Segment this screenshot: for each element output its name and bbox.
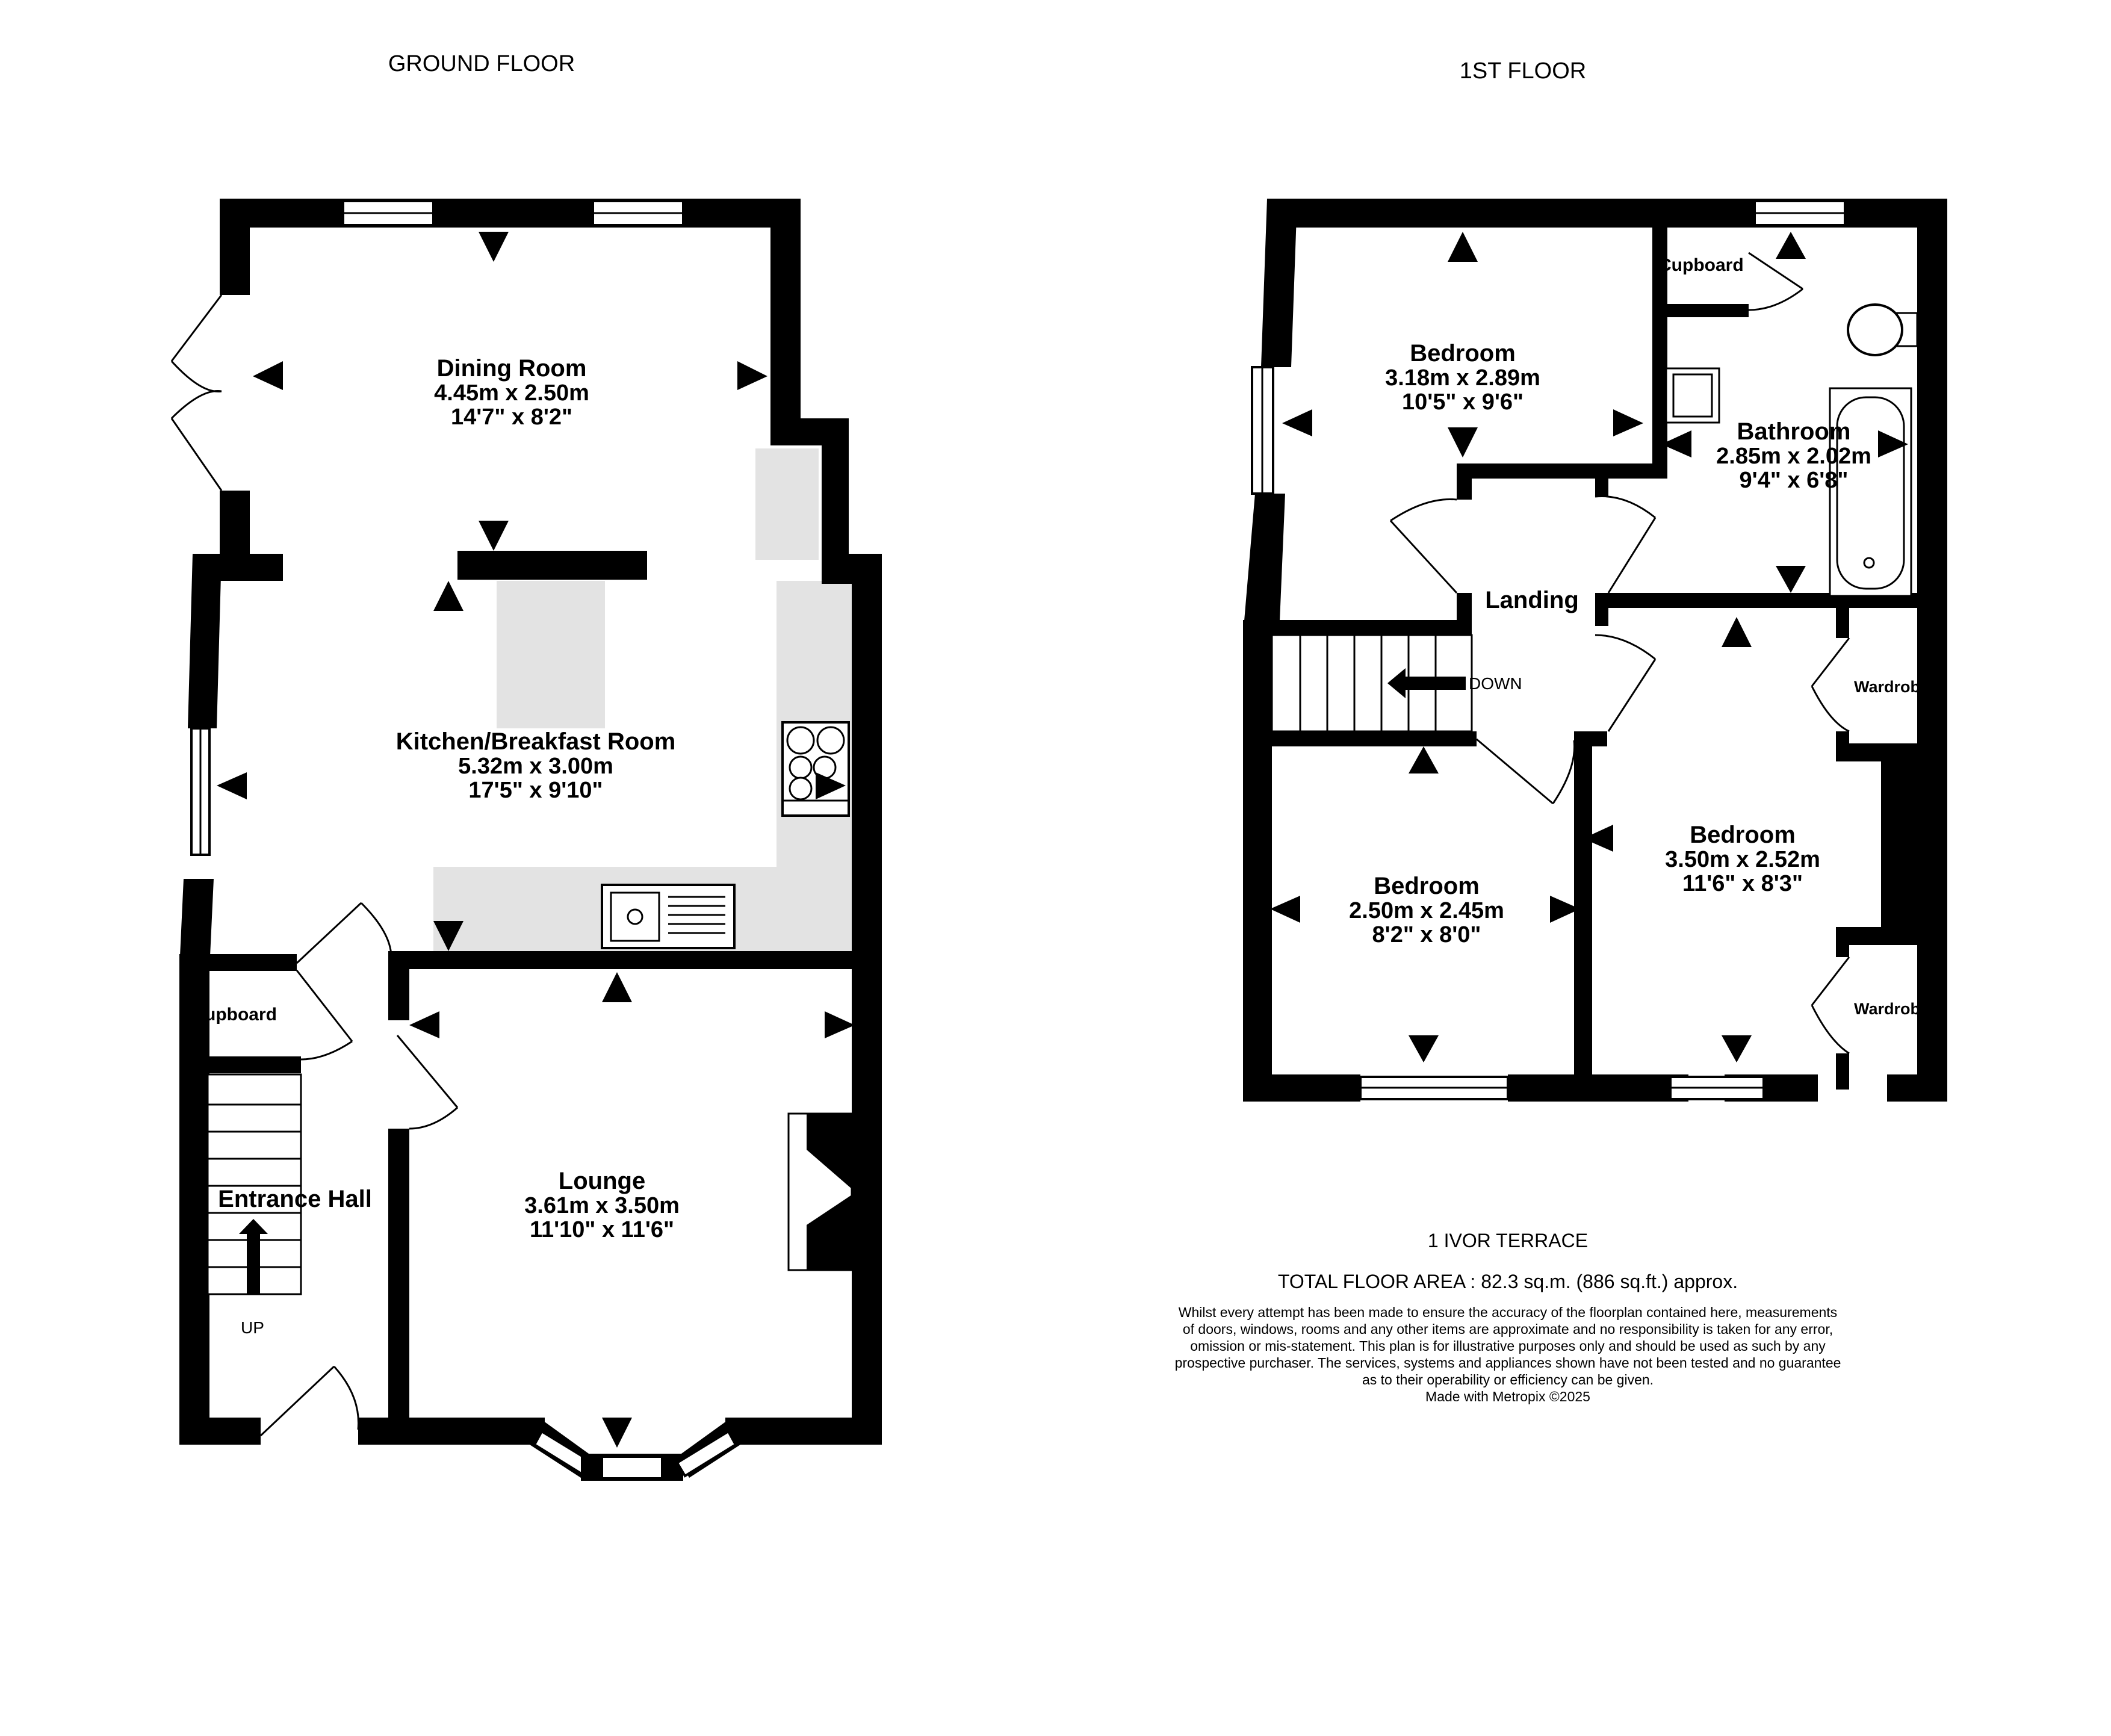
bedroom1-name: Bedroom — [1410, 340, 1516, 367]
landing-name: Landing — [1485, 587, 1579, 613]
disclaimer-line-4: prospective purchaser. The services, systems and appliances shown have not been tested and no guarantee — [1174, 1355, 1841, 1371]
bedroom2-metric: 2.50m x 2.45m — [1349, 898, 1504, 923]
kitchen-island-top — [497, 581, 605, 704]
wardrobe1-name: Wardrob — [1854, 678, 1920, 696]
metropix-credit: Made with Metropix ©2025 — [1425, 1389, 1590, 1404]
kitchen-imperial: 17'5" x 9'10" — [468, 778, 603, 803]
disclaimer-line-3: omission or mis-statement. This plan is for illustrative purposes only and should be used as such by any — [1190, 1338, 1826, 1354]
bedroom3-name: Bedroom — [1690, 822, 1796, 848]
dining-room-name: Dining Room — [436, 355, 587, 382]
kitchen-name: Kitchen/Breakfast Room — [395, 728, 676, 755]
first-cupboard-name: Cupboard — [1658, 255, 1744, 275]
kitchen-metric: 5.32m x 3.00m — [458, 754, 613, 779]
ground-floor-heading: GROUND FLOOR — [388, 51, 575, 76]
bedroom2-name: Bedroom — [1374, 873, 1480, 899]
property-info — [1175, 1230, 1841, 1404]
bathroom-metric: 2.85m x 2.02m — [1716, 444, 1871, 469]
bedroom3-imperial: 11'6" x 8'3" — [1682, 871, 1803, 896]
first-floor-heading: 1ST FLOOR — [1459, 58, 1587, 84]
bathroom-imperial: 9'4" x 6'8" — [1739, 468, 1849, 493]
bathroom-name: Bathroom — [1737, 418, 1851, 445]
address-label: 1 IVOR TERRACE — [1427, 1230, 1589, 1251]
lounge-name: Lounge — [558, 1168, 646, 1194]
disclaimer-line-1: Whilst every attempt has been made to ensure the accuracy of the floorplan contained here, measurements — [1178, 1304, 1838, 1320]
total-area-label: TOTAL FLOOR AREA : 82.3 sq.m. (886 sq.ft.) approx. — [1277, 1271, 1738, 1292]
ground-floor-plan — [172, 199, 882, 1481]
bedroom1-imperial: 10'5" x 9'6" — [1401, 389, 1524, 415]
bedroom3-metric: 3.50m x 2.52m — [1665, 847, 1820, 872]
bedroom2-imperial: 8'2" x 8'0" — [1372, 922, 1481, 947]
wardrobe2-name: Wardrob — [1854, 1000, 1920, 1018]
disclaimer-line-2: of doors, windows, rooms and any other items are approximate and no responsibility is taken for any error, — [1182, 1321, 1834, 1337]
bedroom1-metric: 3.18m x 2.89m — [1385, 365, 1540, 391]
lounge-imperial: 11'10" x 11'6" — [529, 1217, 675, 1242]
kitchen-island-base — [497, 704, 605, 728]
dining-room-metric: 4.45m x 2.50m — [434, 380, 589, 406]
first-floor-plan — [1243, 199, 1947, 1102]
stairs-up-label: UP — [241, 1318, 264, 1337]
ground-cupboard-name: upboard — [205, 1005, 277, 1025]
dining-room-imperial: 14'7" x 8'2" — [450, 405, 573, 430]
entrance-hall-name: Entrance Hall — [218, 1186, 372, 1212]
stairs-down-label: DOWN — [1469, 674, 1522, 693]
lounge-metric: 3.61m x 3.50m — [524, 1193, 680, 1218]
kitchen-worktop-corner — [755, 448, 819, 560]
first-stairs[interactable] — [1272, 635, 1472, 731]
disclaimer-line-5: as to their operability or efficiency can be given. — [1362, 1372, 1654, 1387]
ground-stairs[interactable] — [208, 1074, 301, 1294]
